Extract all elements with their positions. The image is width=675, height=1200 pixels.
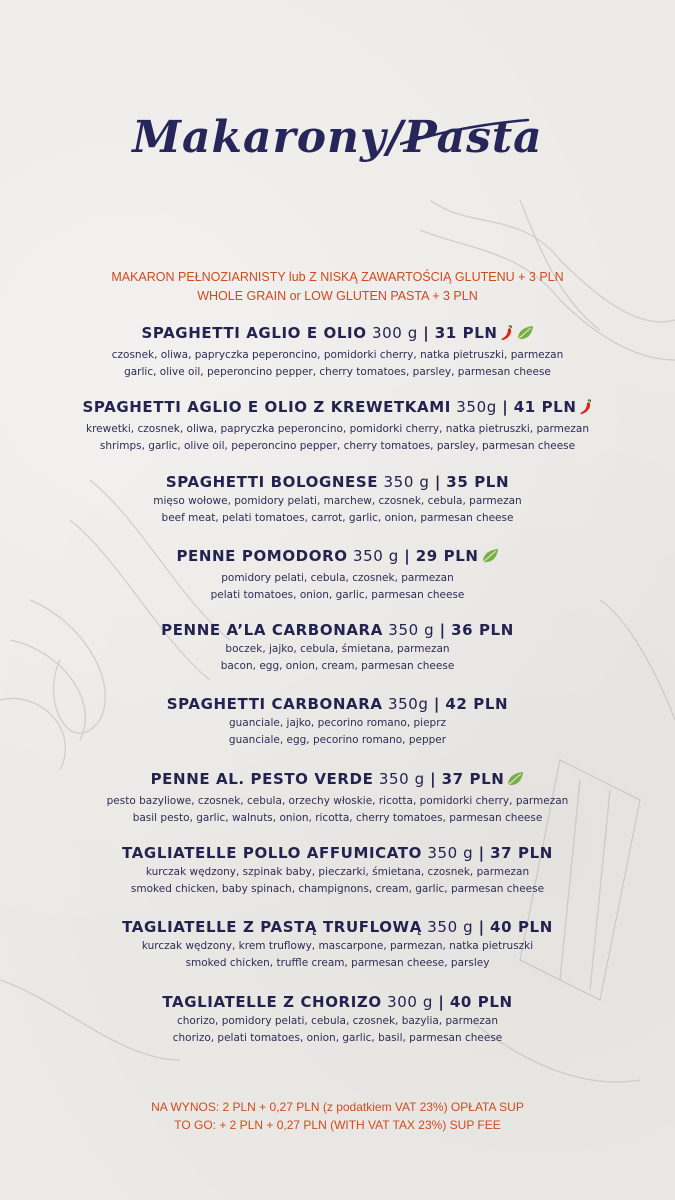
dish-name: SPAGHETTI AGLIO E OLIO Z KREWETKAMI: [82, 398, 451, 417]
dish-header: [0, 471, 675, 493]
page-title: Makarony/Pasta: [132, 112, 543, 163]
price-separator: |: [404, 546, 411, 565]
dish-header: [0, 693, 675, 715]
dish-description-en: chorizo, pelati tomatoes, onion, garlic, basil, parmesan cheese: [172, 1031, 503, 1044]
dish-price: 35 PLN: [446, 472, 510, 491]
dish-item: [0, 768, 675, 842]
chili-icon: [579, 399, 593, 421]
dish-name: SPAGHETTI CARBONARA: [166, 695, 383, 714]
dish-item: [0, 322, 675, 396]
chili-icon: [500, 325, 514, 347]
dish-description-en: guanciale, egg, pecorino romano, pepper: [228, 734, 447, 747]
dish-item: [0, 619, 675, 693]
dish-description-en: smoked chicken, baby spinach, champignons, cream, garlic, parmesan cheese: [130, 883, 545, 896]
leaf-icon: [481, 548, 499, 570]
dish-price: 37 PLN: [490, 844, 553, 863]
dish-description-pl: czosnek, oliwa, papryczka peperoncino, pomidorki cherry, natka pietruszki, parmezan: [111, 349, 564, 361]
dish-price: 40 PLN: [449, 992, 513, 1011]
takeaway-fee-en: TO GO: + 2 PLN + 0,27 PLN (WITH VAT TAX 23%) SUP FEE: [174, 1118, 501, 1132]
dish-price: 40 PLN: [490, 918, 553, 937]
dish-description-en: bacon, egg, onion, cream, parmesan cheese: [220, 660, 455, 673]
dish-description-pl: chorizo, pomidory pelati, cebula, czosnek, bazylia, parmezan: [177, 1014, 498, 1027]
dish-description-en: smoked chicken, truffle cream, parmesan cheese, parsley: [185, 957, 490, 970]
dish-item: [0, 916, 675, 990]
price-separator: |: [434, 472, 441, 491]
dish-name: PENNE POMODORO: [176, 546, 348, 565]
pasta-surcharge-note: [0, 268, 675, 306]
dish-description-en: shrimps, garlic, olive oil, peperoncino pepper, cherry tomatoes, parsley, parmesan cheese: [99, 440, 576, 453]
dish-price: 41 PLN: [513, 398, 577, 417]
dish-weight: 350g: [387, 695, 429, 714]
dish-price: 42 PLN: [445, 695, 509, 714]
dish-weight: 350 g: [388, 621, 435, 640]
leaf-icon: [516, 325, 534, 347]
takeaway-fee-pl: NA WYNOS: 2 PLN + 0,27 PLN (z podatkiem VAT 23%) OPŁATA SUP: [151, 1100, 524, 1114]
dish-weight: 350 g: [352, 546, 399, 565]
dish-description-pl: kurczak wędzony, krem truflowy, mascarpone, parmezan, natka pietruszki: [141, 940, 534, 953]
dish-item: [0, 396, 675, 470]
price-separator: |: [433, 695, 441, 714]
dish-description-pl: boczek, jajko, cebula, śmietana, parmezan: [225, 643, 450, 656]
dish-name: PENNE AL. PESTO VERDE: [150, 769, 374, 788]
title-swash-decoration: [400, 118, 540, 148]
surcharge-en: WHOLE GRAIN or LOW GLUTEN PASTA + 3 PLN: [197, 289, 478, 303]
dish-price: 37 PLN: [441, 769, 505, 788]
dish-description-en: garlic, olive oil, peperoncino pepper, cherry tomatoes, parsley, parmesan cheese: [124, 366, 551, 378]
dish-weight: 300 g: [371, 324, 418, 342]
dish-description-pl: krewetki, czosnek, oliwa, papryczka peperoncino, pomidorki cherry, natka pietruszki, parmezan: [86, 423, 589, 436]
leaf-icon: [506, 771, 524, 793]
dish-name: SPAGHETTI BOLOGNESE: [165, 472, 379, 491]
price-separator: |: [478, 844, 485, 863]
dish-weight: 350 g: [383, 472, 430, 491]
surcharge-pl: MAKARON PEŁNOZIARNISTY lub Z NISKĄ ZAWARTOŚCIĄ GLUTENU + 3 PLN: [111, 270, 564, 284]
dish-item: [0, 545, 675, 619]
takeaway-fee-note: [0, 1098, 675, 1134]
dish-description-en: beef meat, pelati tomatoes, carrot, garlic, onion, parmesan cheese: [161, 511, 514, 524]
dish-list: [0, 322, 675, 1065]
price-separator: |: [438, 992, 445, 1011]
dish-price: 29 PLN: [415, 546, 479, 565]
dish-description-pl: mięso wołowe, pomidory pelati, marchew, czosnek, cebula, parmezan: [153, 494, 522, 507]
dish-name: SPAGHETTI AGLIO E OLIO: [141, 324, 367, 342]
dish-header: [0, 768, 675, 793]
dish-description-en: pelati tomatoes, onion, garlic, parmesan cheese: [210, 588, 465, 601]
dish-header: [0, 619, 675, 641]
dish-description-pl: pesto bazyliowe, czosnek, cebula, orzechy włoskie, ricotta, pomidorki cherry, parmezan: [106, 794, 569, 807]
dish-header: [0, 916, 675, 938]
dish-weight: 350g: [456, 398, 497, 417]
dish-weight: 350 g: [427, 918, 474, 937]
dish-description-pl: guanciale, jajko, pecorino romano, pieprz: [228, 717, 447, 730]
dish-price: 36 PLN: [451, 621, 514, 640]
dish-item: [0, 991, 675, 1065]
price-separator: |: [430, 769, 437, 788]
price-separator: |: [502, 398, 509, 417]
dish-price: 31 PLN: [434, 324, 498, 342]
dish-header: [0, 322, 675, 347]
dish-header: [0, 842, 675, 864]
dish-name: TAGLIATELLE POLLO AFFUMICATO: [122, 844, 422, 863]
dish-weight: 300 g: [387, 992, 434, 1011]
dish-weight: 350 g: [378, 769, 425, 788]
price-separator: |: [439, 621, 446, 640]
dish-name: TAGLIATELLE Z CHORIZO: [162, 992, 382, 1011]
dish-header: [0, 396, 675, 421]
dish-name: PENNE A’LA CARBONARA: [161, 621, 383, 640]
price-separator: |: [423, 324, 430, 342]
dish-weight: 350 g: [427, 844, 474, 863]
dish-description-en: basil pesto, garlic, walnuts, onion, ricotta, cherry tomatoes, parmesan cheese: [132, 811, 543, 824]
dish-item: [0, 842, 675, 916]
dish-description-pl: pomidory pelati, cebula, czosnek, parmezan: [221, 571, 454, 584]
dish-description-pl: kurczak wędzony, szpinak baby, pieczarki, śmietana, czosnek, parmezan: [145, 866, 530, 879]
price-separator: |: [478, 918, 485, 937]
dish-item: [0, 471, 675, 545]
dish-item: [0, 693, 675, 767]
dish-name: TAGLIATELLE Z PASTĄ TRUFLOWĄ: [122, 918, 422, 937]
dish-header: [0, 991, 675, 1013]
dish-header: [0, 545, 675, 570]
